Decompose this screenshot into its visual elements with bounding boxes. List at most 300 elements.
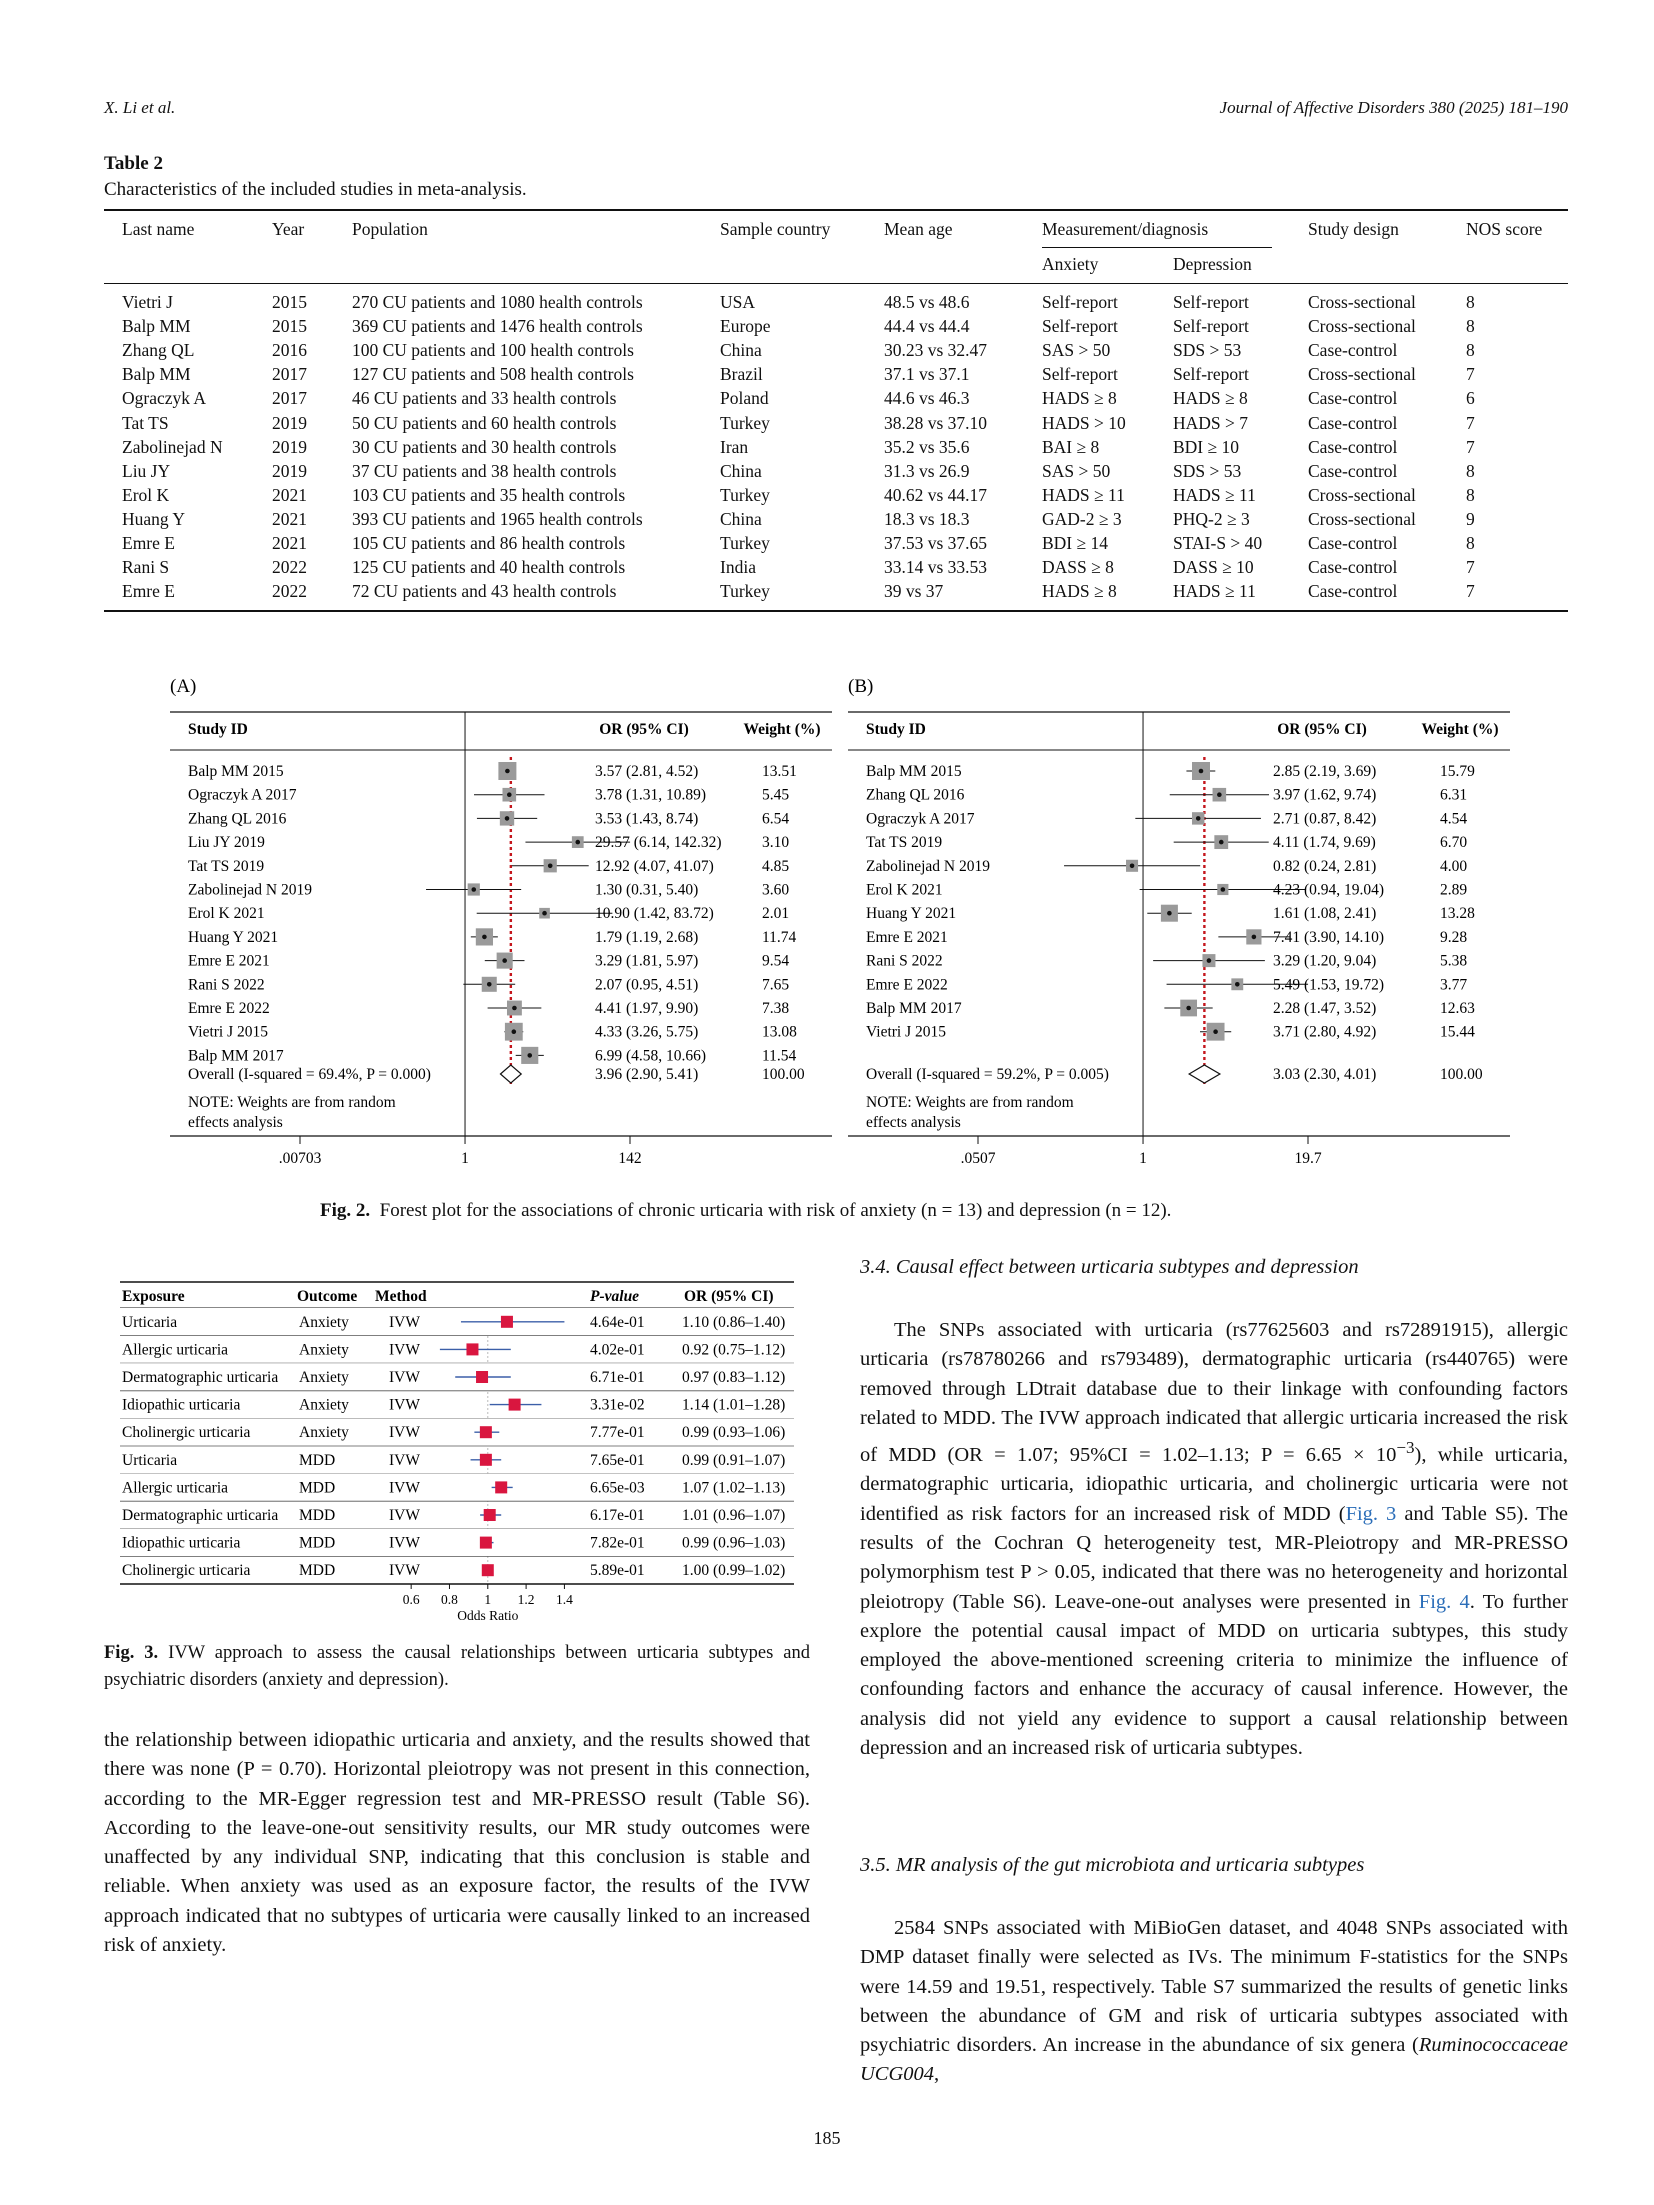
cell-depression: HADS > 7 [1173, 412, 1249, 433]
fig3-axis-tick-label: 0.6 [402, 1592, 420, 1607]
cell-country: China [720, 340, 762, 361]
fig3-outcome: Anxiety [299, 1369, 349, 1386]
th-age: Mean age [884, 219, 953, 239]
fig2a-study-name: Vietri J 2015 [188, 1023, 269, 1041]
fig2b-study-name: Erol K 2021 [866, 881, 943, 899]
table-row [104, 437, 1568, 461]
fig2a-or-text: 1.30 (0.31, 5.40) [595, 881, 699, 899]
table-row [104, 485, 1568, 509]
fig2a-weight-text: 6.54 [762, 810, 790, 828]
fig2b-or-text: 3.71 (2.80, 4.92) [1273, 1023, 1377, 1041]
fig2a-weight-text: 4.85 [762, 857, 790, 875]
cell-age: 37.1 vs 37.1 [884, 364, 970, 385]
cell-anxiety: GAD-2 ≥ 3 [1042, 508, 1122, 529]
cell-last-name: Vietri J [122, 292, 173, 312]
sec35-text-1: 2584 SNPs associated with MiBioGen dataset, and 4048 SNPs associated with DMP dataset finally were selected as IVs. The minimum F-statistics for the SNPs were 14.59 and 19.51, respectively. Table S7 summarized the results of genetic links between the abundance of GM and risk of urticaria subtypes associated with psychiatric disorders. An increase in the abundance of six genera ( [860, 1917, 1568, 2057]
fig2b-overall-weight: 100.00 [1440, 1066, 1483, 1083]
cell-country: USA [720, 292, 756, 312]
fig2a-or-text: 2.07 (0.95, 4.51) [595, 976, 699, 994]
fig2b-or-text: 3.97 (1.62, 9.74) [1273, 786, 1377, 804]
fig2b-axis-label: 1 [1139, 1150, 1147, 1167]
table-row [104, 413, 1568, 437]
cell-age: 39 vs 37 [884, 581, 944, 602]
fig2a-axis-label: 1 [461, 1150, 469, 1167]
fig3-or: 0.97 (0.83–1.12) [682, 1369, 786, 1386]
fig2a-note-1: NOTE: Weights are from random [188, 1094, 396, 1111]
cell-population: 369 CU patients and 1476 health controls [352, 316, 643, 337]
fig3-point [501, 1316, 513, 1328]
cell-nos: 8 [1466, 340, 1475, 361]
fig2a-or-text: 10.90 (1.42, 83.72) [595, 905, 714, 923]
fig2b-point [1217, 792, 1222, 797]
cell-population: 100 CU patients and 100 health controls [352, 340, 634, 361]
fig3-outcome: Anxiety [299, 1424, 349, 1442]
cell-nos: 7 [1466, 436, 1475, 457]
fig2b-col-or: OR (95% CI) [1277, 721, 1367, 738]
cell-age: 31.3 vs 26.9 [884, 460, 970, 481]
fig3-or: 0.92 (0.75–1.12) [682, 1341, 786, 1359]
cell-anxiety: Self-report [1042, 364, 1118, 385]
cell-last-name: Tat TS [122, 412, 169, 433]
fig2b-or-text: 4.23 (0.94, 19.04) [1273, 881, 1385, 899]
cell-anxiety: BAI ≥ 8 [1042, 436, 1100, 457]
fig2a-weight-text: 7.65 [762, 976, 790, 994]
cell-last-name: Emre E [122, 533, 175, 553]
cell-age: 37.53 vs 37.65 [884, 533, 988, 553]
fig2a-weight-text: 13.08 [762, 1023, 797, 1041]
fig3-p: 7.82e-01 [590, 1534, 645, 1552]
fig2a-or-text: 3.78 (1.31, 10.89) [595, 786, 707, 804]
cell-country: Turkey [720, 412, 770, 433]
cell-last-name: Erol K [122, 484, 170, 505]
page-number: 185 [813, 2128, 841, 2148]
cell-depression: Self-report [1173, 364, 1249, 385]
fig2b-col-study: Study ID [866, 721, 926, 738]
cell-population: 127 CU patients and 508 health controls [352, 364, 634, 385]
figure-3-caption-text: IVW approach to assess the causal relationships between urticaria subtypes and psychiatric disorders (anxiety and depression). [104, 1643, 811, 1690]
cell-design: Case-control [1308, 436, 1398, 457]
fig2b-point [1213, 1029, 1218, 1034]
fig2a-or-text: 3.57 (2.81, 4.52) [595, 763, 699, 780]
fig2b-study-name: Zabolinejad N 2019 [866, 857, 990, 875]
fig3-method: IVW [389, 1369, 420, 1386]
fig2a-point [471, 887, 476, 892]
cell-year: 2021 [272, 533, 307, 553]
cell-depression: HADS ≥ 11 [1173, 581, 1256, 602]
fig3-or: 1.00 (0.99–1.02) [682, 1562, 786, 1580]
fig2a-point [507, 792, 512, 797]
cell-last-name: Zabolinejad N [122, 436, 223, 457]
sec35-italic-genus: Ruminococcaceae UCG004 [860, 2034, 1568, 2086]
cell-population: 30 CU patients and 30 health controls [352, 436, 617, 457]
fig3-outcome: MDD [299, 1562, 336, 1580]
cell-design: Case-control [1308, 388, 1398, 409]
fig3-point [484, 1509, 496, 1521]
fig2b-point [1207, 958, 1212, 963]
cell-design: Case-control [1308, 460, 1398, 481]
sec34-text-4: . To further explore the potential causal impact of MDD on urticaria subtypes, this study employed the above-mentioned screening criteria to minimize the influence of confounding factors and enhance the accuracy of causal inference. However, the analysis did not yield any evidence to support a causal relationship between depression and an increased risk of urticaria subtypes. [860, 1590, 1568, 1759]
fig2b-weight-text: 12.63 [1440, 1000, 1475, 1017]
cell-anxiety: HADS ≥ 11 [1042, 484, 1125, 505]
fig2a-point [548, 864, 553, 869]
cell-anxiety: HADS > 10 [1042, 412, 1126, 433]
cell-population: 393 CU patients and 1965 health controls [352, 508, 643, 529]
cell-age: 18.3 vs 18.3 [884, 508, 970, 529]
fig2b-study-name: Zhang QL 2016 [866, 786, 965, 804]
fig2a-point [512, 1006, 517, 1011]
fig2a-or-text: 6.99 (4.58, 10.66) [595, 1047, 707, 1065]
fig2a-or-text: 1.79 (1.19, 2.68) [595, 928, 699, 946]
fig2b-or-text: 1.61 (1.08, 2.41) [1273, 905, 1377, 923]
cell-year: 2022 [272, 557, 307, 578]
fig2b-weight-text: 15.79 [1440, 763, 1475, 780]
fig3-method: IVW [389, 1451, 420, 1469]
fig2b-point [1199, 769, 1204, 774]
fig3-point [480, 1537, 492, 1549]
cell-country: India [720, 557, 756, 578]
fig2b-weight-text: 3.77 [1440, 976, 1468, 994]
cell-country: Turkey [720, 533, 770, 553]
sec34-text-3: and Table S5). The results of the Cochran Q heterogeneity test, MR-Pleiotropy and MR-PRESSO polymorphism test P > 0.05, indicated that there was no heterogeneity and horizontal pleiotropy (Table S6). Leave-one-out analyses were presented in [860, 1502, 1568, 1613]
fig3-p: 6.17e-01 [590, 1507, 645, 1524]
cell-depression: BDI ≥ 10 [1173, 436, 1239, 457]
fig2b-point [1252, 935, 1257, 940]
cell-age: 40.62 vs 44.17 [884, 484, 988, 505]
section-3-4-heading: 3.4. Causal effect between urticaria subtypes and depression [860, 1256, 1359, 1278]
fig3-p: 4.02e-01 [590, 1341, 645, 1359]
table-row [104, 581, 1568, 605]
fig2b-weight-text: 4.54 [1440, 810, 1468, 828]
cell-country: Europe [720, 316, 771, 337]
table-row [104, 533, 1568, 557]
cell-nos: 8 [1466, 292, 1475, 312]
cell-anxiety: HADS ≥ 8 [1042, 581, 1117, 602]
fig4-link[interactable]: Fig. 4 [1418, 1590, 1470, 1613]
fig2a-weight-text: 5.45 [762, 786, 790, 804]
cell-population: 72 CU patients and 43 health controls [352, 581, 617, 602]
cell-year: 2015 [272, 316, 307, 337]
cell-year: 2015 [272, 292, 307, 312]
fig2a-point [482, 935, 487, 940]
figure-3-caption [104, 1640, 810, 1694]
fig2b-or-text: 0.82 (0.24, 2.81) [1273, 857, 1377, 875]
fig2b-weight-text: 4.00 [1440, 857, 1468, 875]
table-caption: Characteristics of the included studies in meta-analysis. [104, 179, 527, 200]
cell-design: Cross-sectional [1308, 316, 1416, 337]
section-3-4-paragraph [860, 1316, 1568, 1763]
table-header-rule [104, 283, 1568, 284]
fig2b-weight-text: 6.31 [1440, 786, 1468, 804]
cell-year: 2022 [272, 581, 307, 602]
cell-age: 33.14 vs 33.53 [884, 557, 988, 578]
fig3-point [509, 1399, 521, 1411]
fig2b-study-name: Balp MM 2015 [866, 763, 962, 780]
cell-anxiety: DASS ≥ 8 [1042, 557, 1114, 578]
th-last-name: Last name [122, 219, 195, 239]
fig2a-weight-text: 7.38 [762, 1000, 790, 1017]
cell-year: 2019 [272, 436, 307, 457]
fig2a-study-name: Balp MM 2015 [188, 763, 284, 780]
fig3-outcome: MDD [299, 1534, 336, 1552]
fig3-exposure: Dermatographic urticaria [122, 1507, 279, 1524]
cell-depression: HADS ≥ 8 [1173, 388, 1248, 409]
cell-last-name: Balp MM [122, 364, 191, 385]
cell-nos: 8 [1466, 484, 1475, 505]
section-3-5-heading: 3.5. MR analysis of the gut microbiota and urticaria subtypes [860, 1854, 1365, 1876]
table-top-rule [104, 209, 1568, 211]
table-row [104, 557, 1568, 581]
section-3-5-paragraph [860, 1914, 1568, 2090]
fig3-p: 6.71e-01 [590, 1369, 645, 1386]
cell-last-name: Balp MM [122, 316, 191, 337]
cell-design: Cross-sectional [1308, 508, 1416, 529]
cell-depression: HADS ≥ 11 [1173, 484, 1256, 505]
fig3-or: 1.01 (0.96–1.07) [682, 1507, 786, 1524]
fig2a-point [502, 958, 507, 963]
cell-year: 2017 [272, 388, 307, 409]
cell-age: 38.28 vs 37.10 [884, 412, 988, 433]
cell-population: 103 CU patients and 35 health controls [352, 484, 626, 505]
fig3-outcome: Anxiety [299, 1341, 349, 1359]
cell-last-name: Huang Y [122, 508, 186, 529]
cell-depression: SDS > 53 [1173, 340, 1242, 361]
fig3-method: IVW [389, 1313, 420, 1331]
fig2a-axis-label: 142 [618, 1150, 642, 1167]
fig2b-label: (B) [848, 676, 874, 697]
running-header-journal: Journal of Affective Disorders 380 (2025) 181–190 [1219, 98, 1568, 117]
fig2a-study-name: Emre E 2022 [188, 1000, 270, 1017]
fig3-point [480, 1426, 492, 1438]
cell-anxiety: SAS > 50 [1042, 340, 1111, 361]
fig3-outcome: MDD [299, 1479, 336, 1497]
fig2b-axis-label: 19.7 [1294, 1150, 1322, 1167]
fig2a-study-name: Rani S 2022 [188, 976, 265, 994]
table-header-row [104, 213, 1568, 249]
fig2a-note-2: effects analysis [188, 1114, 283, 1131]
fig3-exposure: Urticaria [122, 1313, 178, 1331]
cell-last-name: Zhang QL [122, 340, 195, 361]
cell-depression: STAI-S > 40 [1173, 533, 1263, 553]
fig3-col-method: Method [375, 1288, 427, 1305]
cell-anxiety: HADS ≥ 8 [1042, 388, 1117, 409]
figure-2-caption-text: Forest plot for the associations of chronic urticaria with risk of anxiety (n = 13) and depression (n = 12). [379, 1200, 1172, 1221]
fig3-axis-tick-label: 1.4 [555, 1592, 573, 1607]
fig3-axis-tick-label: 0.8 [441, 1592, 458, 1607]
th-population: Population [352, 219, 428, 239]
cell-depression: Self-report [1173, 292, 1249, 312]
fig2b-weight-text: 15.44 [1440, 1023, 1475, 1041]
sec34-superscript: −3 [1396, 1438, 1415, 1458]
fig2a-study-name: Liu JY 2019 [188, 834, 265, 852]
fig2a-study-name: Tat TS 2019 [188, 857, 265, 875]
section-3-5-body [860, 1914, 1568, 2090]
fig2b-axis-label: .0507 [960, 1150, 996, 1167]
fig3-p: 6.65e-03 [590, 1479, 645, 1497]
table-bottom-rule [104, 610, 1568, 612]
cell-design: Case-control [1308, 557, 1398, 578]
fig2a-or-text: 12.92 (4.07, 41.07) [595, 857, 714, 875]
fig2b-point [1130, 864, 1135, 869]
cell-population: 270 CU patients and 1080 health controls [352, 292, 643, 312]
fig3-axis-tick-label: 1.2 [517, 1592, 535, 1607]
fig2a-point [512, 1029, 517, 1034]
th-year: Year [272, 219, 305, 239]
sec35-text-end: , [934, 2063, 940, 2086]
fig2b-note-2: effects analysis [866, 1114, 961, 1131]
cell-country: Poland [720, 388, 769, 409]
fig3-method: IVW [389, 1534, 420, 1552]
fig3-p: 3.31e-02 [590, 1396, 645, 1414]
fig2a-study-name: Balp MM 2017 [188, 1047, 284, 1065]
fig2a-point [527, 1053, 532, 1058]
fig2b-or-text: 2.71 (0.87, 8.42) [1273, 810, 1377, 828]
cell-age: 35.2 vs 35.6 [884, 436, 970, 457]
fig2a-weight-text: 3.10 [762, 834, 790, 852]
fig3-method: IVW [389, 1424, 420, 1442]
table-row [104, 509, 1568, 533]
fig2a-or-text: 4.41 (1.97, 9.90) [595, 1000, 699, 1017]
fig3-outcome: MDD [299, 1507, 336, 1524]
fig2b-point [1219, 840, 1224, 845]
fig3-point [466, 1343, 478, 1355]
fig2b-or-text: 7.41 (3.90, 14.10) [1273, 928, 1385, 946]
fig2a-overall-label: Overall (I-squared = 69.4%, P = 0.000) [188, 1066, 431, 1083]
running-header-author: X. Li et al. [104, 98, 176, 117]
fig2b-overall-label: Overall (I-squared = 59.2%, P = 0.005) [866, 1066, 1109, 1083]
fig3-exposure: Cholinergic urticaria [122, 1562, 251, 1580]
fig2b-study-name: Rani S 2022 [866, 952, 943, 970]
cell-year: 2017 [272, 364, 307, 385]
figure-2-forest-plot [160, 670, 1520, 1180]
cell-year: 2019 [272, 412, 307, 433]
cell-last-name: Liu JY [122, 460, 171, 481]
measurement-subrule [1042, 247, 1272, 248]
cell-country: Brazil [720, 364, 763, 385]
fig2a-weight-text: 2.01 [762, 905, 790, 923]
fig2a-or-text: 3.53 (1.43, 8.74) [595, 810, 699, 828]
cell-age: 44.4 vs 44.4 [884, 316, 970, 337]
fig3-outcome: Anxiety [299, 1313, 349, 1331]
fig2b-overall-or: 3.03 (2.30, 4.01) [1273, 1066, 1377, 1083]
fig2b-col-weight: Weight (%) [1421, 721, 1499, 738]
cell-year: 2016 [272, 340, 307, 361]
left-column-text [104, 1726, 810, 1960]
cell-population: 50 CU patients and 60 health controls [352, 412, 617, 433]
fig2a-col-study: Study ID [188, 721, 248, 738]
fig2a-weight-text: 13.51 [762, 763, 797, 780]
fig2b-or-text: 2.28 (1.47, 3.52) [1273, 1000, 1377, 1017]
fig2b-point [1221, 887, 1226, 892]
cell-nos: 8 [1466, 460, 1475, 481]
cell-depression: DASS ≥ 10 [1173, 557, 1254, 578]
table-row [104, 364, 1568, 388]
figure-2-caption [320, 1200, 1171, 1222]
fig3-exposure: Urticaria [122, 1451, 178, 1469]
fig3-p: 7.77e-01 [590, 1424, 645, 1442]
fig3-p: 5.89e-01 [590, 1562, 645, 1580]
figure-3-caption-label: Fig. 3. [104, 1643, 159, 1663]
fig3-outcome: MDD [299, 1451, 336, 1469]
fig2a-point [575, 840, 580, 845]
fig3-col-exposure: Exposure [122, 1288, 185, 1305]
fig2b-study-name: Balp MM 2017 [866, 1000, 962, 1017]
fig2b-study-name: Ograczyk A 2017 [866, 810, 975, 828]
fig2b-study-name: Emre E 2021 [866, 928, 948, 946]
fig2a-point [487, 982, 492, 987]
figure-2-caption-label: Fig. 2. [320, 1200, 371, 1221]
fig3-or: 1.10 (0.86–1.40) [682, 1313, 786, 1331]
fig2b-weight-text: 2.89 [1440, 881, 1468, 899]
cell-depression: Self-report [1173, 316, 1249, 337]
cell-country: Turkey [720, 581, 770, 602]
cell-design: Case-control [1308, 581, 1398, 602]
table-row [104, 292, 1568, 316]
th-nos: NOS score [1466, 219, 1543, 239]
fig2a-weight-text: 11.54 [762, 1047, 797, 1065]
fig2a-or-text: 4.33 (3.26, 5.75) [595, 1023, 699, 1041]
fig2a-point [542, 911, 547, 916]
fig3-exposure: Idiopathic urticaria [122, 1534, 241, 1552]
cell-anxiety: SAS > 50 [1042, 460, 1111, 481]
cell-design: Cross-sectional [1308, 292, 1416, 312]
cell-anxiety: Self-report [1042, 292, 1118, 312]
table-title: Table 2 [104, 153, 163, 174]
section-3-4-body [860, 1316, 1568, 1763]
fig2a-weight-text: 11.74 [762, 928, 797, 946]
cell-design: Case-control [1308, 412, 1398, 433]
fig2b-weight-text: 13.28 [1440, 905, 1475, 923]
fig2a-study-name: Huang Y 2021 [188, 928, 279, 946]
fig3-point [476, 1371, 488, 1383]
cell-last-name: Emre E [122, 581, 175, 602]
fig2b-point [1186, 1006, 1191, 1011]
fig3-method: IVW [389, 1396, 420, 1414]
cell-nos: 7 [1466, 581, 1475, 602]
fig2b-weight-text: 5.38 [1440, 952, 1468, 970]
fig2a-study-name: Emre E 2021 [188, 952, 270, 970]
fig2b-weight-text: 9.28 [1440, 928, 1468, 946]
fig2a-study-name: Erol K 2021 [188, 905, 265, 923]
fig2a-axis-label: .00703 [278, 1150, 322, 1167]
fig3-or: 0.99 (0.96–1.03) [682, 1534, 786, 1552]
fig3-or: 0.99 (0.91–1.07) [682, 1451, 786, 1469]
fig3-point [482, 1564, 494, 1576]
cell-nos: 8 [1466, 533, 1475, 553]
fig3-exposure: Allergic urticaria [122, 1341, 229, 1359]
fig3-exposure: Allergic urticaria [122, 1479, 229, 1497]
table-row [104, 388, 1568, 412]
cell-year: 2019 [272, 460, 307, 481]
cell-last-name: Ograczyk A [122, 388, 207, 409]
cell-design: Case-control [1308, 340, 1398, 361]
fig2a-weight-text: 3.60 [762, 881, 790, 899]
sec34-text-2: ), while urticaria, dermatographic urticaria, idiopathic urticaria, and cholinergic urticaria were not identified as risk factors for an increased risk of MDD ( [860, 1444, 1568, 1525]
fig2b-study-name: Tat TS 2019 [866, 834, 943, 852]
th-depression: Depression [1173, 254, 1252, 274]
fig2a-overall-or: 3.96 (2.90, 5.41) [595, 1066, 699, 1083]
fig2b-or-text: 2.85 (2.19, 3.69) [1273, 763, 1377, 780]
fig3-point [480, 1454, 492, 1466]
cell-nos: 8 [1466, 316, 1475, 337]
fig3-method: IVW [389, 1562, 420, 1580]
cell-population: 37 CU patients and 38 health controls [352, 460, 617, 481]
cell-country: China [720, 508, 762, 529]
fig3-method: IVW [389, 1479, 420, 1497]
cell-design: Cross-sectional [1308, 364, 1416, 385]
cell-year: 2021 [272, 484, 307, 505]
fig3-link[interactable]: Fig. 3 [1345, 1502, 1397, 1525]
fig3-or: 1.07 (1.02–1.13) [682, 1479, 786, 1497]
